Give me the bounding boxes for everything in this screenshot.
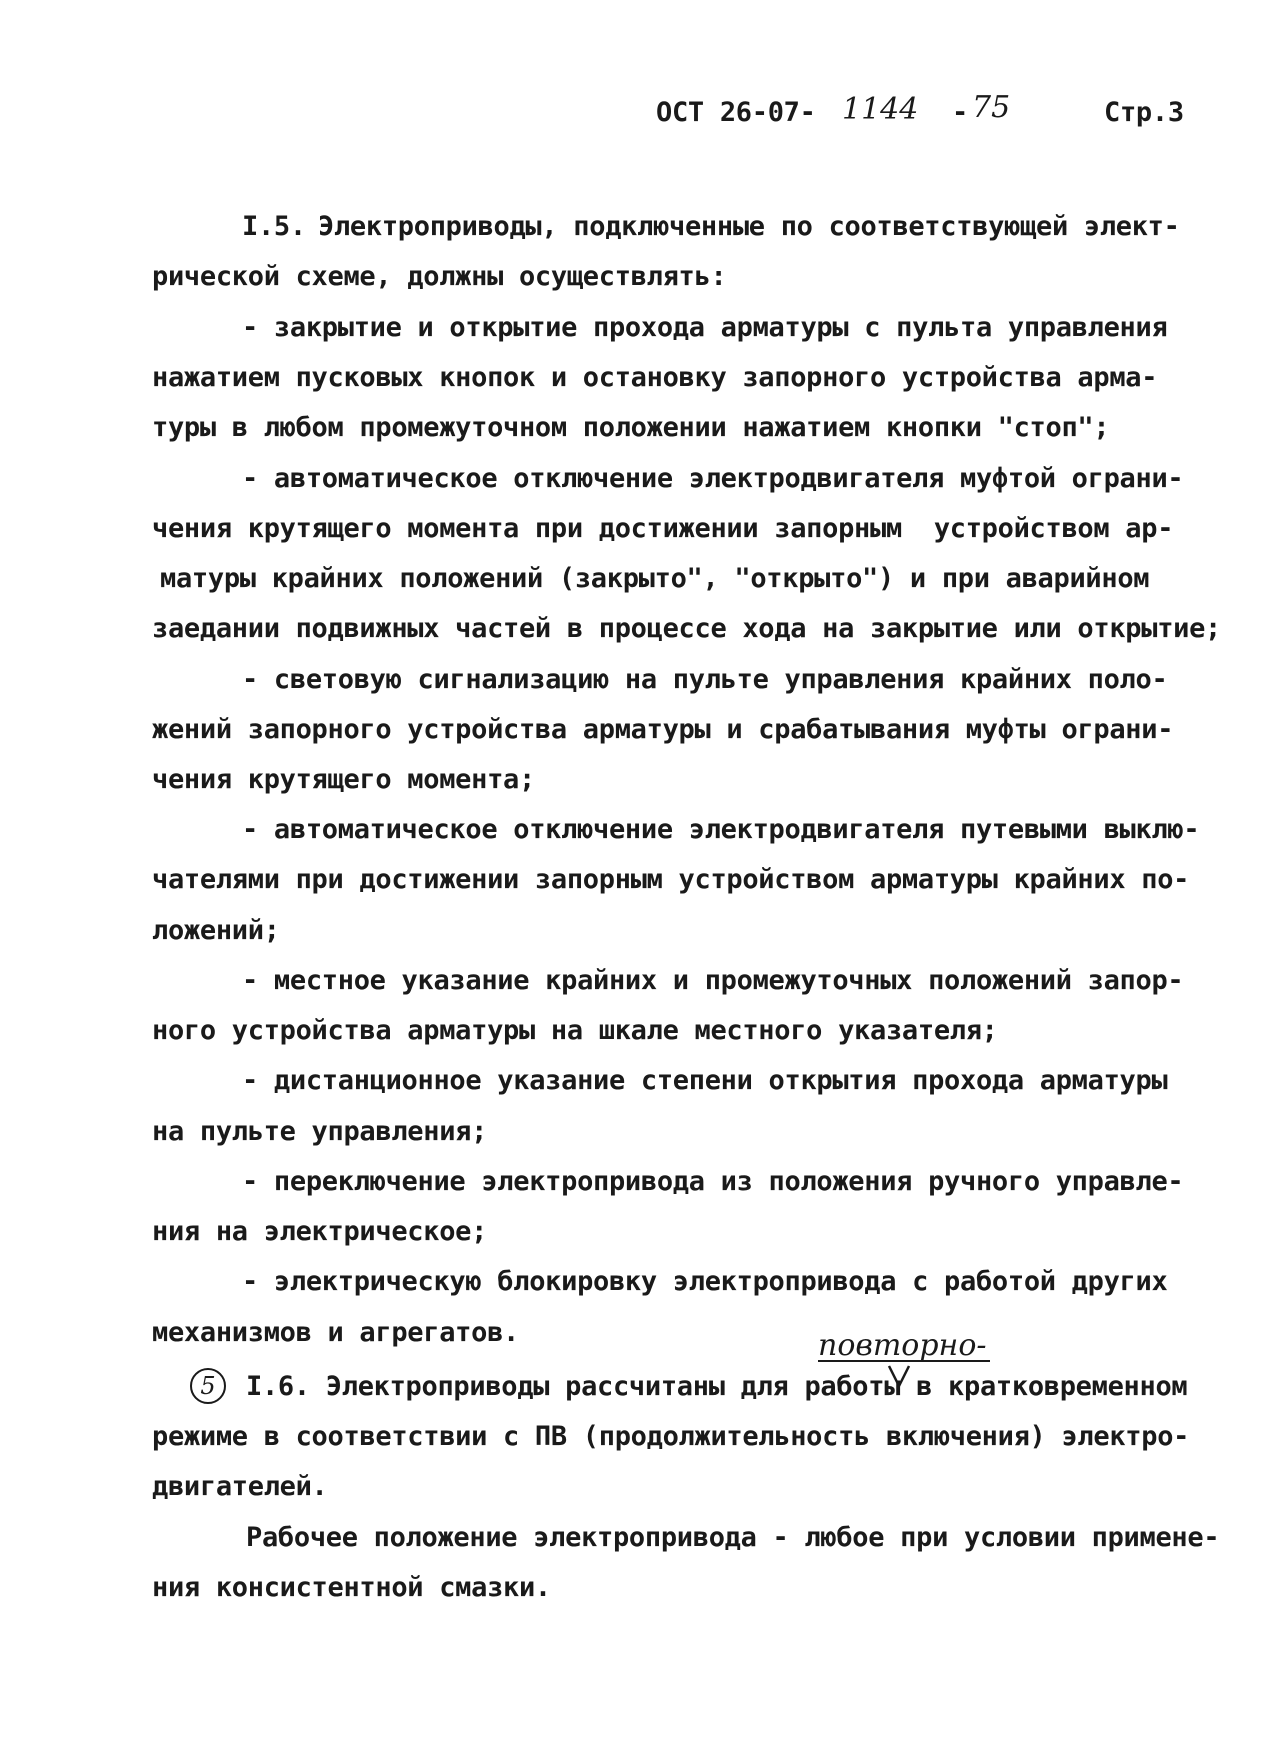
item-1-5-number: I.5.: [242, 211, 306, 242]
revision-mark: 5: [190, 1368, 226, 1404]
text-line: - световую сигнализацию на пульте управления крайних поло-: [242, 664, 1168, 695]
text-line: ложений;: [152, 915, 280, 946]
text-line: двигателей.: [152, 1471, 328, 1502]
standard-dash: -: [952, 97, 968, 128]
text-line: - электрическую блокировку электропривода с работой других: [242, 1266, 1168, 1297]
text-line: ния на электрическое;: [152, 1216, 488, 1247]
text-line: матуры крайних положений (закрыто", "открыто") и при аварийном: [160, 563, 1150, 594]
text-line: чения крутящего момента;: [152, 764, 535, 795]
standard-year-handwritten: 75: [972, 90, 1011, 125]
text-line: туры в любом промежуточном положении нажатием кнопки "стоп";: [152, 412, 1110, 443]
text-line: на пульте управления;: [152, 1116, 488, 1147]
standard-number-handwritten: 1144: [842, 92, 919, 127]
text-line: - закрытие и открытие прохода арматуры с пульта управления: [242, 312, 1168, 343]
text-line: ния консистентной смазки.: [152, 1572, 551, 1603]
page-number: Стр.3: [1104, 97, 1184, 128]
text-line: - дистанционное указание степени открытия прохода арматуры: [242, 1065, 1168, 1096]
text-line: режиме в соответствии с ПВ (продолжительность включения) электро-: [152, 1421, 1190, 1452]
text-line: жений запорного устройства арматуры и срабатывания муфты ограни-: [152, 714, 1174, 745]
text-line: Электроприводы, подключенные по соответствующей элект-: [318, 211, 1180, 242]
text-line: Рабочее положение электропривода - любое при условии примене-: [246, 1522, 1220, 1553]
text-line: рической схеме, должны осуществлять:: [152, 261, 727, 292]
text-line: I.6. Электроприводы рассчитаны для работы в кратковременном: [246, 1371, 1188, 1402]
standard-prefix: ОСТ 26-07-: [656, 97, 816, 128]
text-line: - автоматическое отключение электродвигателя путевыми выклю-: [242, 814, 1200, 845]
text-line: заедании подвижных частей в процессе хода на закрытие или открытие;: [152, 613, 1222, 644]
handwritten-insert: повторно-: [818, 1328, 987, 1363]
text-line: ного устройства арматуры на шкале местного указателя;: [152, 1015, 998, 1046]
text-line: чения крутящего момента при достижении запорным устройством ар-: [152, 513, 1174, 544]
text-line: нажатием пусковых кнопок и остановку запорного устройства арма-: [152, 362, 1158, 393]
text-line: - переключение электропривода из положения ручного управле-: [242, 1166, 1184, 1197]
insert-underline: [818, 1360, 990, 1362]
text-line: чателями при достижении запорным устройством арматуры крайних по-: [152, 864, 1190, 895]
text-line: механизмов и агрегатов.: [152, 1317, 519, 1348]
text-line: - местное указание крайних и промежуточных положений запор-: [242, 965, 1184, 996]
text-line: - автоматическое отключение электродвигателя муфтой ограни-: [242, 463, 1184, 494]
